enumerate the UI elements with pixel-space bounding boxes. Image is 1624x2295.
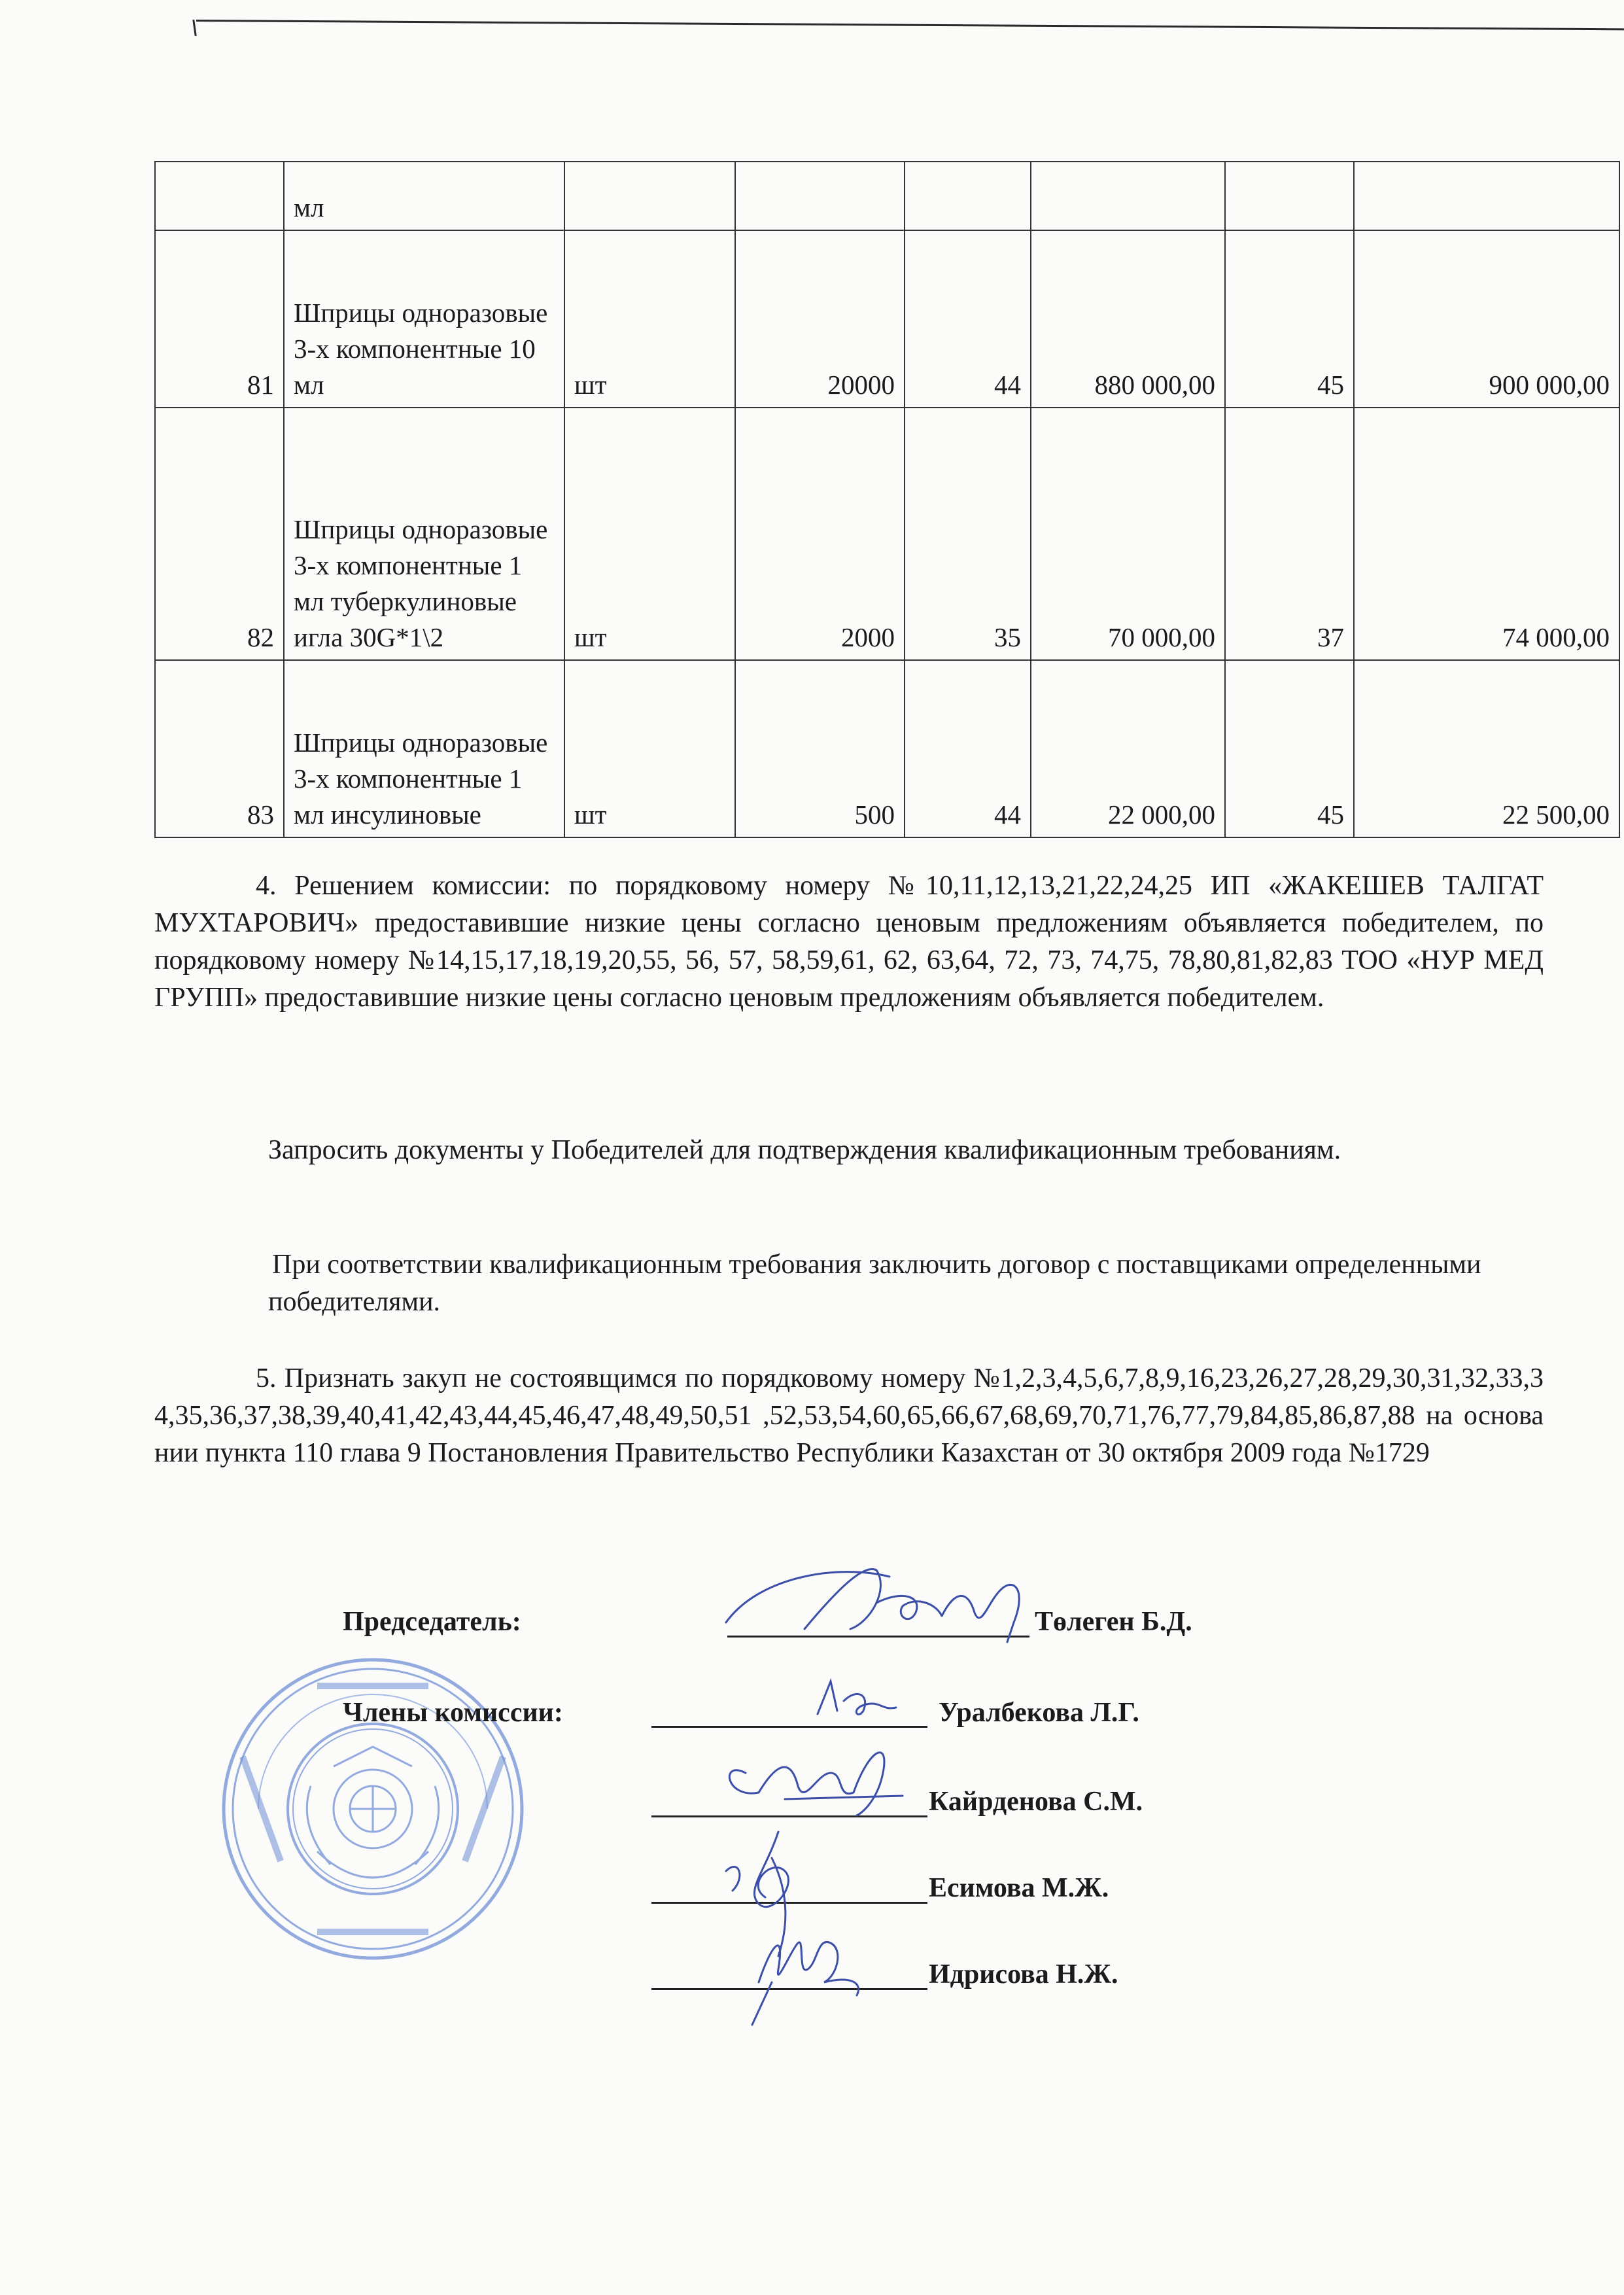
members-label: Члены комиссии: [343, 1698, 563, 1728]
table-row [155, 408, 1619, 660]
cell-sum: 880 000,00 [1031, 230, 1225, 408]
cell-num [155, 162, 284, 230]
cell-price2 [1225, 162, 1354, 230]
cell-unit: шт [564, 408, 735, 660]
cell-name: мл [284, 162, 564, 230]
member-1-handwritten-signature [804, 1675, 909, 1727]
cell-sum2: 22 500,00 [1354, 660, 1619, 837]
cell-price [905, 162, 1031, 230]
cell-qty: 20000 [735, 230, 905, 408]
member-4-name: Идрисова Н.Ж. [929, 1959, 1118, 1989]
member-2-handwritten-signature [706, 1734, 916, 1819]
cell-name: Шприцы одноразовые 3-х компонентные 1 мл инсулиновые [284, 660, 564, 837]
cell-name: Шприцы одноразовые 3-х компонентные 10 мл [284, 230, 564, 408]
cell-sum: 22 000,00 [1031, 660, 1225, 837]
member-2-name: Кайрденова С.М. [929, 1787, 1143, 1817]
scan-edge-top [196, 20, 1624, 30]
chairman-handwritten-signature [706, 1550, 1046, 1649]
cell-price: 44 [905, 230, 1031, 408]
cell-unit [564, 162, 735, 230]
member-1-name: Уралбекова Л.Г. [939, 1698, 1139, 1728]
table-row [155, 230, 1619, 408]
cell-unit: шт [564, 660, 735, 837]
paragraph-5: 5. Признать закуп не состоявщимся по порядковому номеру №1,2,3,4,5,6,7,8,9,16,23,26,27,28,29,30,31,32,33,34,35,36,37,38,39,40,41,42,43,44,45,46,47,48,49,50,51 ,52,53,54,60,65,66,67,68,69,70,71,76,77,79,84,85,86,87,88 на основании пункта 110 глава 9 Постановления Правительство Республики Казахстан от 30 октября 2009 года №1729 [154, 1363, 1544, 1468]
cell-qty: 500 [735, 660, 905, 837]
cell-sum [1031, 162, 1225, 230]
member-4-handwritten-signature [733, 1910, 876, 2028]
paragraph-contract: При соответствии квалификационным требования заключить договор с поставщиками определенными победителями. [268, 1250, 1481, 1317]
cell-sum2: 74 000,00 [1354, 408, 1619, 660]
cell-sum2: 900 000,00 [1354, 230, 1619, 408]
cell-price2: 45 [1225, 230, 1354, 408]
cell-sum2 [1354, 162, 1619, 230]
cell-name: Шприцы одноразовые 3-х компонентные 1 мл туберкулиновые игла 30G*1\2 [284, 408, 564, 660]
scan-edge-left [192, 20, 196, 36]
table-row [155, 660, 1619, 837]
cell-num: 82 [155, 408, 284, 660]
cell-qty [735, 162, 905, 230]
cell-num: 81 [155, 230, 284, 408]
cell-price2: 45 [1225, 660, 1354, 837]
cell-price2: 37 [1225, 408, 1354, 660]
chairman-label: Председатель: [343, 1607, 521, 1637]
cell-sum: 70 000,00 [1031, 408, 1225, 660]
items-table [154, 161, 1620, 838]
cell-price: 44 [905, 660, 1031, 837]
member-3-name: Есимова М.Ж. [929, 1873, 1109, 1903]
cell-num: 83 [155, 660, 284, 837]
chairman-name: Төлеген Б.Д. [1035, 1607, 1192, 1637]
paragraph-4: 4. Решением комиссии: по порядковому номеру №10,11,12,13,21,22,24,25 ИП «ЖАКЕШЕВ ТАЛГАТ МУХТАРОВИЧ» предоставившие низкие цены согласно ценовым предложениям объявляется победителем, по порядковому номеру №14,15,17,18,19,20,55, 56, 57, 58,59,61, 62, 63,64, 72, 73, 74,75, 78,80,81,82,83 ТОО «НУР МЕД ГРУПП» предоставившие низкие цены согласно ценовым предложениям объявляется победителем. [154, 871, 1544, 1013]
paragraph-request-docs: Запросить документы у Победителей для подтверждения квалификационным требованиям. [268, 1135, 1341, 1165]
cell-unit: шт [564, 230, 735, 408]
table-row [155, 162, 1619, 230]
cell-price: 35 [905, 408, 1031, 660]
cell-qty: 2000 [735, 408, 905, 660]
